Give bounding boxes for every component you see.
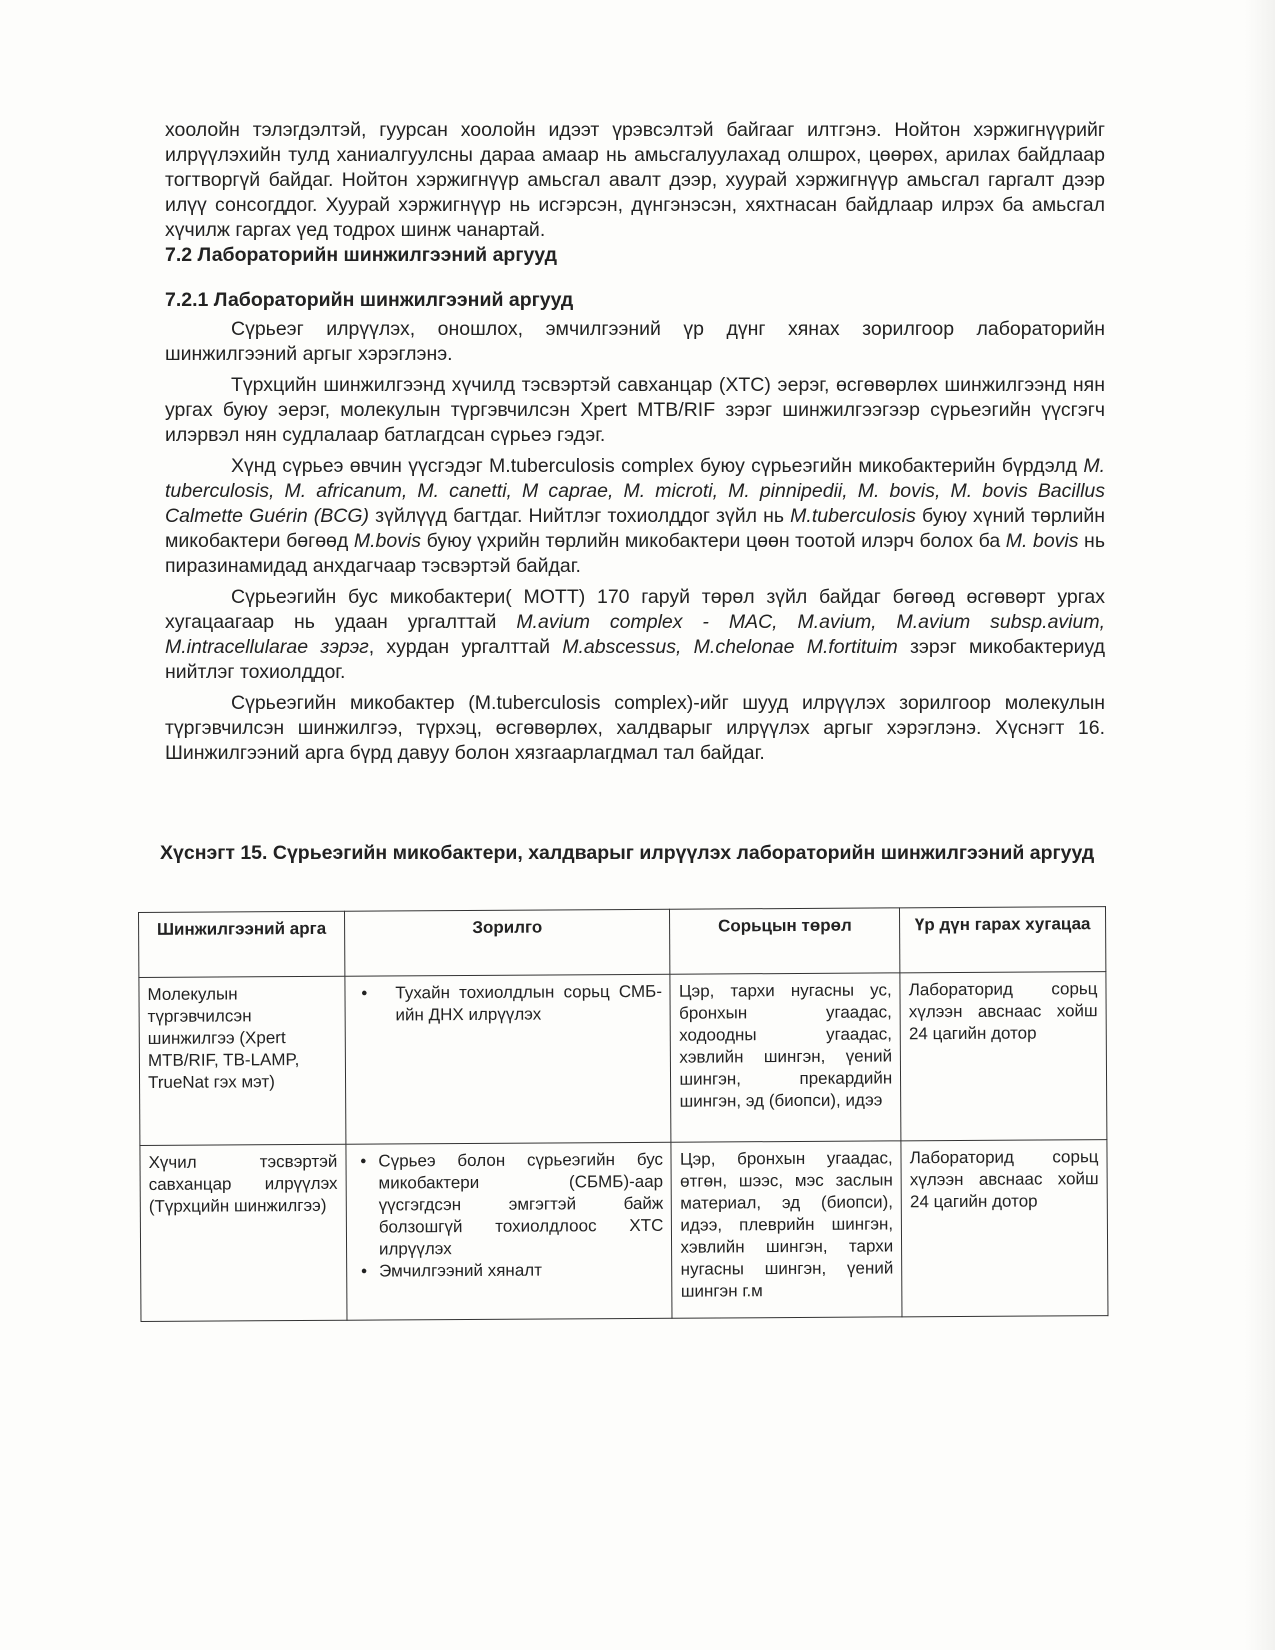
header-method: Шинжилгээний арга [139,911,345,977]
intro-paragraph: хоолойн тэлэгдэлтэй, гуурсан хоолойн идээт үрэвсэлтэй байгааг илтгэнэ. Нойтон хэржигнүүрийг илрүүлэхийн тулд ханиалгуулсны дараа амаар нь амьсгалуулахад олшрох, цөөрөх, арилах байдлаар тогтворгүй байдаг. Нойтон хэржигнүүр амьсгал авалт дээр, хуурай хэржигнүүр амьсгал гаргалт дээр илүү сонсогддог. Хуурай хэржигнүүр нь исгэрсэн, дүнгэнэсэн, хяхтнасан байдлаар илрэх ба амьсгал хүчилж гаргах үед тодрох шинж чанартай. [165,119,1105,241]
purpose-item: • Сүрьеэ болон сүрьеэгийн бус микобактери (СБМБ)-аар үүсгэгдсэн эмгэгтэй байж болзошгүй тохиолдлоос ХТС илрүүлэх [354,1149,663,1261]
cell-purpose [346,1142,673,1320]
intro-block [165,118,1105,268]
cell-specimen: Цэр, бронхын угаадас, өтгөн, шээс, мэс заслын материал, эд (биопси), идээ, плеврийн шингэн, хэвлийн шингэн, тархи нугасны шингэн, үений шингэн г.м [671,1141,902,1318]
scan-edge-shadow [1245,0,1275,1650]
table-header-row [139,907,1106,978]
cell-purpose [345,974,672,1144]
paragraph-methods: Сүрьеэгийн микобактер (M.tuberculosis complex)-ийг шууд илрүүлэх зорилгоор молекулын түргэвчилсэн шинжилгээ, түрхэц, өсгөвөрлөх, халдварыг илрүүлэх аргыг хэрэглэнэ. Хүснэгт 16. Шинжилгээний арга бүрд давуу болон хязгаарлагдмал тал байдаг. [165,692,1105,764]
mott-text-b: , хурдан ургалттай [368,636,563,658]
purpose-item: • Эмчилгээний хяналт [355,1259,664,1283]
mott-text-c: зэрэг микобактериуд нийтлэг тохиолддог. [165,636,1105,683]
species-list: M. tuberculosis, M. africanum, M. canetti, M caprae, M. microti, M. pinnipedii, M. bovis, M. bovis Bacillus Calmette Guérin (BCG) [165,455,1105,527]
section-7-2-1 [165,288,1105,766]
header-specimen: Сорьцын төрөл [670,908,900,974]
paragraph-smear: Түрхцийн шинжилгээнд хүчилд тэсвэртэй савханцар (ХТС) эерэг, өсгөвөрлөх шинжилгээнд нян ургах буюу эерэг, молекулын түргэвчилсэн Xpert MTB/RIF зэрэг шинжилгээгээр сүрьеэгийн үүсгэгч илэрвэл нян судлалаар батлагдсан сүрьеэ гэдэг. [165,374,1105,446]
section-heading-7-2: 7.2 Лабораторийн шинжилгээний аргууд [165,244,558,266]
lab-methods-table [138,906,1108,1322]
complex-text-d: буюу үхрийн төрлийн микобактери цөөн тоотой илэрч болох ба [421,530,1006,552]
section-heading-7-2-1: 7.2.1 Лабораторийн шинжилгээний аргууд [165,289,574,311]
complex-text-e: нь пиразинамидад анхдагчаар тэсвэртэй байдаг. [165,530,1105,577]
complex-text-c: буюу хүний төрлийн микобактери бөгөөд [165,505,1106,552]
paragraph-purpose: Сүрьеэг илрүүлэх, оношлох, эмчилгээний үр дүнг хянах зорилгоор лабораторийн шинжилгээний аргыг хэрэглэнэ. [165,318,1105,365]
cell-method: Хүчил тэсвэртэй савханцар илрүүлэх (Түрхцийн шинжилгээ) [140,1144,347,1321]
table-caption: Хүснэгт 15. Сүрьеэгийн микобактери, халдварыг илрүүлэх лабораторийн шинжилгээний аргууд [160,842,1095,864]
cell-turnaround: Лабораторид сорьц хүлээн авснаас хойш 24 цагийн дотор [901,1140,1108,1317]
species-mtb: M.tuberculosis [790,505,916,527]
cell-specimen: Цэр, тархи нугасны ус, бронхын угаадас, ходоодны угаадас, хэвлийн шингэн, үений шингэн, прекардийн шингэн, эд (биопси), идээ [670,973,901,1142]
species-mbovis-2: M. bovis [1005,530,1079,552]
cell-turnaround: Лабораторид сорьц хүлээн авснаас хойш 24 цагийн дотор [900,972,1107,1141]
complex-text-b: зүйлүүд багтдаг. Нийтлэг тохиолддог зүйл нь [369,505,791,527]
table-row [140,1140,1108,1322]
mott-text-a: Сүрьеэгийн бус микобактери( MOTT) 170 гаруй төрөл зүйл байдаг бөгөөд өсгөвөрт ургах хугацаагаар нь удаан ургалттай [165,586,1105,633]
paragraph-mott [165,585,1105,685]
purpose-list [353,981,662,1027]
header-turnaround: Үр дүн гарах хугацаа [900,907,1106,973]
purpose-item: • Тухайн тохиолдлын сорьц СМБ-ийн ДНХ илрүүлэх [353,981,662,1027]
cell-method: Молекулын түргэвчилсэн шинжилгээ (Xpert MTB/RIF, TB-LAMP, TrueNat гэх мэт) [139,976,346,1145]
paragraph-complex [165,454,1105,579]
fast-growing-species: M.abscessus, M.chelonae M.fortituim [562,636,898,658]
complex-text-a: Хүнд сүрьеэ өвчин үүсгэдэг M.tuberculosis complex буюу сүрьеэгийн микобактерийн бүрдэлд [231,455,1084,477]
purpose-list [354,1149,663,1283]
header-purpose: Зорилго [344,909,670,976]
table-row [139,972,1107,1146]
species-mbovis: M.bovis [353,530,422,552]
slow-growing-species: M.avium complex - MAC, M.avium, M.avium subsp.avium, M.intracellularae зэрэг [165,611,1105,658]
